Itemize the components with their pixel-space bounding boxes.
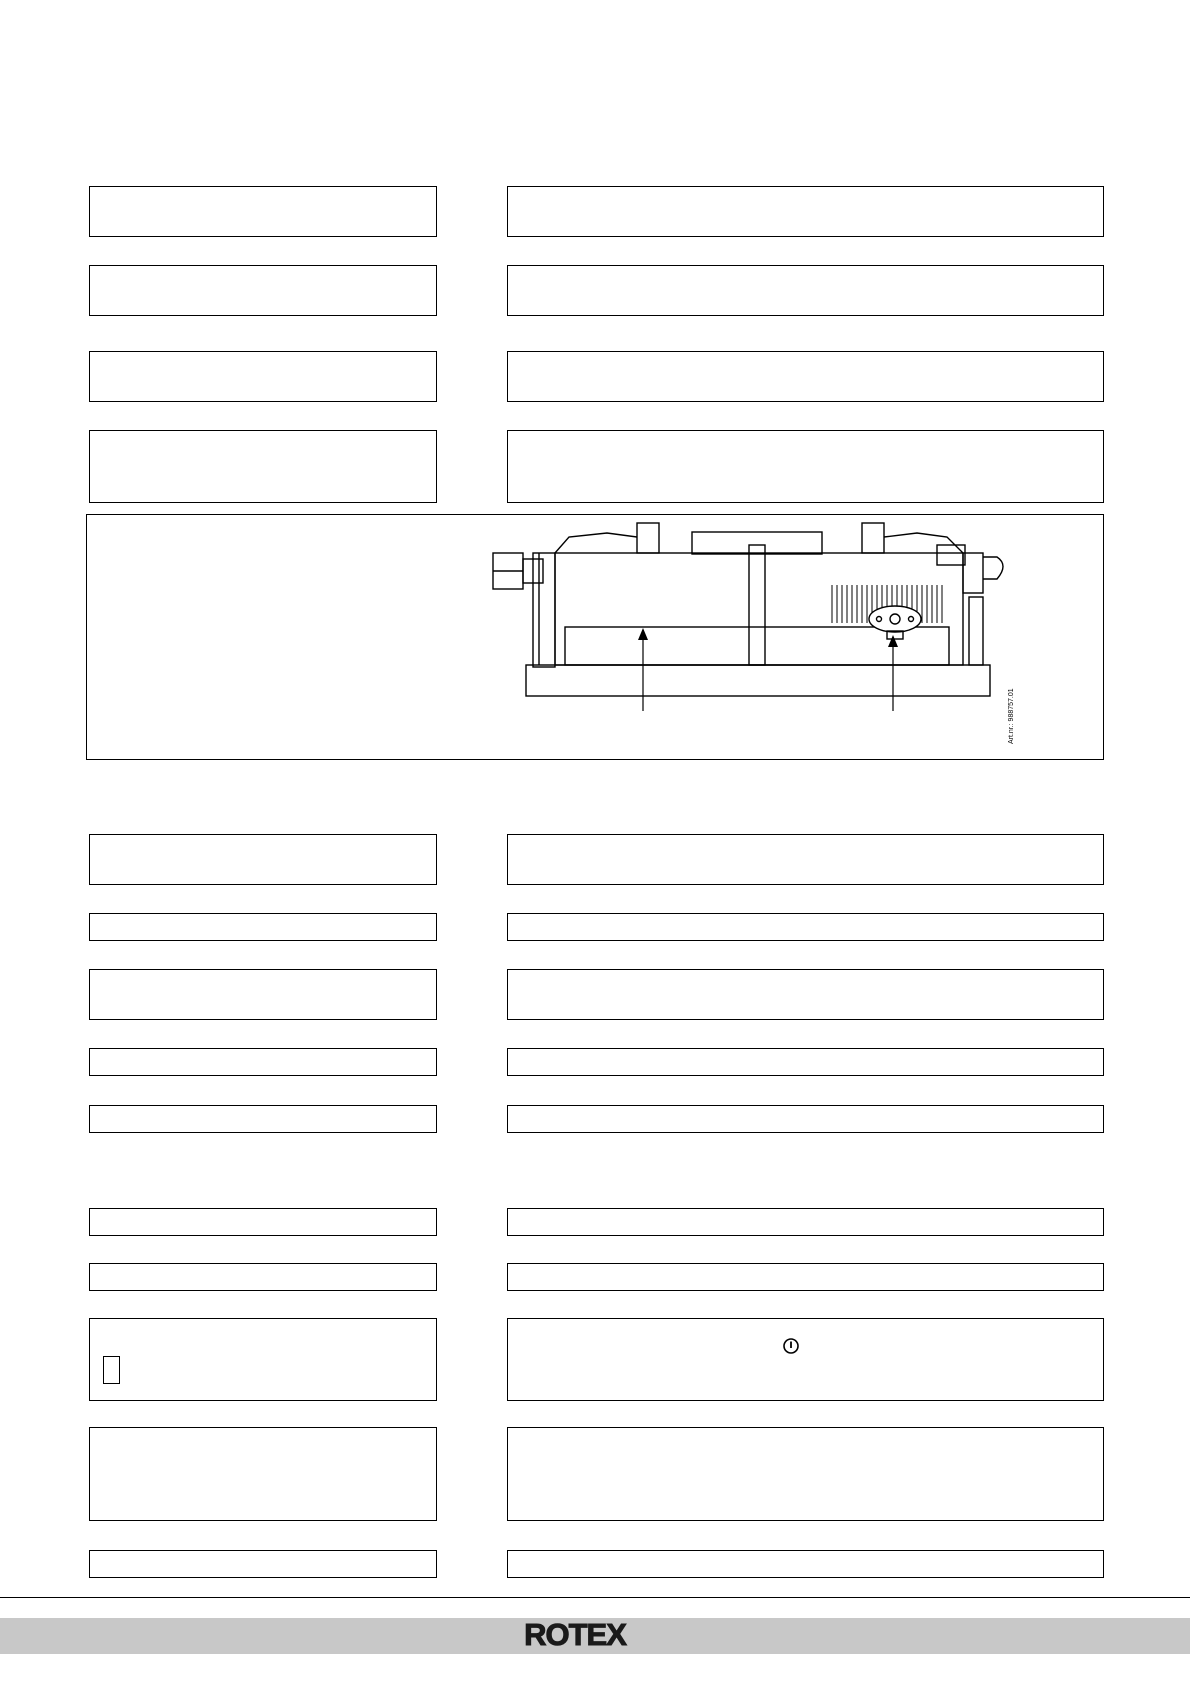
right-cell-r11 xyxy=(507,1263,1104,1291)
right-cell-r13 xyxy=(507,1427,1104,1521)
left-cell-r6 xyxy=(89,913,437,941)
right-cell-r5 xyxy=(507,834,1104,885)
left-cell-r11 xyxy=(89,1263,437,1291)
left-cell-r7 xyxy=(89,969,437,1020)
right-cell-r4 xyxy=(507,430,1104,503)
right-cell-r10 xyxy=(507,1208,1104,1236)
left-cell-r8 xyxy=(89,1048,437,1076)
left-cell-r12 xyxy=(89,1318,437,1401)
rotex-logo: ROTEX xyxy=(524,1617,626,1652)
right-cell-r6 xyxy=(507,913,1104,941)
left-cell-r2 xyxy=(89,265,437,316)
left-cell-r13 xyxy=(89,1427,437,1521)
left-cell-r10 xyxy=(89,1208,437,1236)
right-cell-r8 xyxy=(507,1048,1104,1076)
left-cell-r5 xyxy=(89,834,437,885)
burner-drawing xyxy=(87,515,1105,761)
technical-figure xyxy=(86,514,1104,760)
right-cell-r3 xyxy=(507,351,1104,402)
right-cell-r14 xyxy=(507,1550,1104,1578)
right-cell-r12 xyxy=(507,1318,1104,1401)
power-icon xyxy=(782,1337,800,1355)
left-cell-r3 xyxy=(89,351,437,402)
right-cell-r9 xyxy=(507,1105,1104,1133)
right-cell-r7 xyxy=(507,969,1104,1020)
left-cell-r4 xyxy=(89,430,437,503)
art-number: Art.nr.: 988757.01 xyxy=(1008,688,1015,744)
indicator-square xyxy=(103,1356,120,1384)
left-cell-r14 xyxy=(89,1550,437,1578)
right-cell-r1 xyxy=(507,186,1104,237)
left-cell-r9 xyxy=(89,1105,437,1133)
footer-rule xyxy=(0,1597,1190,1598)
left-cell-r1 xyxy=(89,186,437,237)
right-cell-r2 xyxy=(507,265,1104,316)
